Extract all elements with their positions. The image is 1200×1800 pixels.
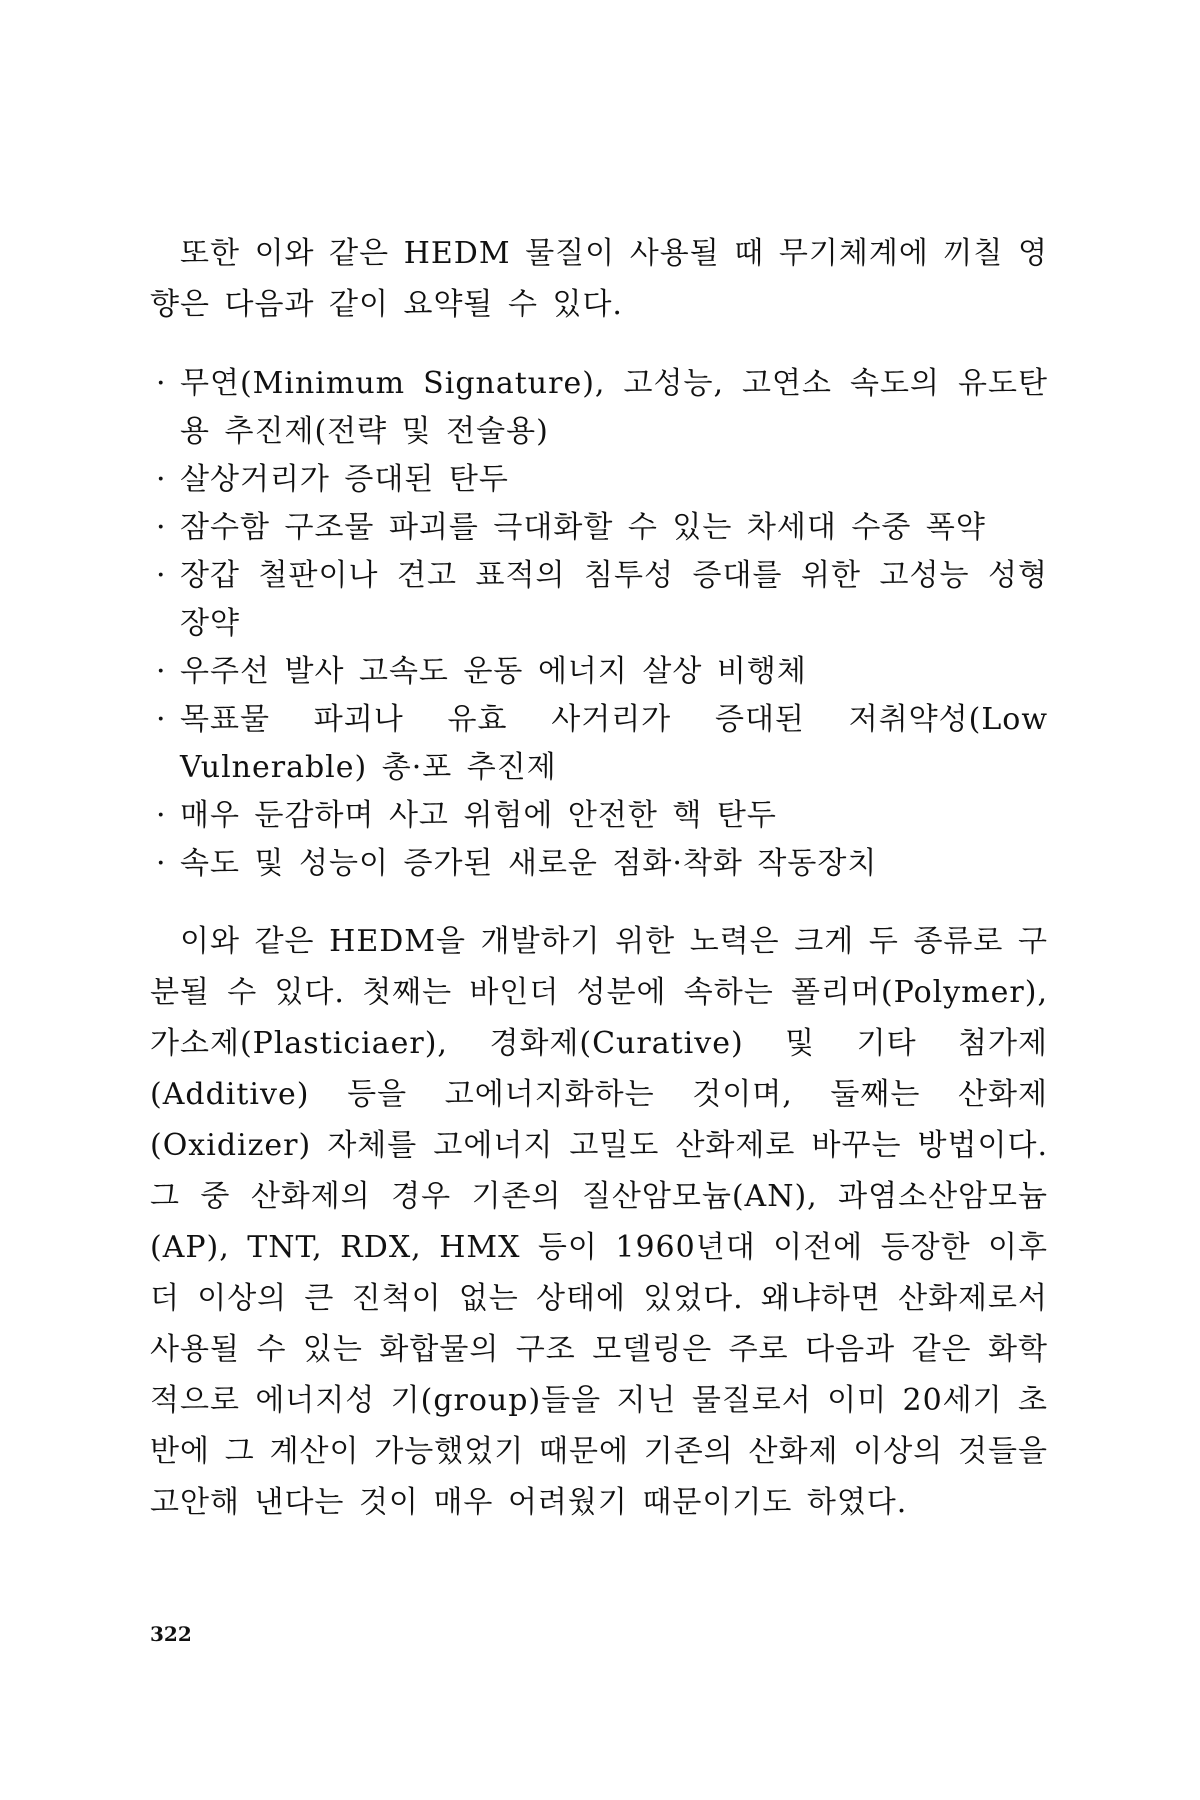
- bullet-text: 장갑 철판이나 견고 표적의 침투성 증대를 위한 고성능 성형 장약: [180, 558, 1048, 641]
- page-content: [150, 228, 1048, 1528]
- bullet-text: 무연(Minimum Signature), 고성능, 고연소 속도의 유도탄용 추진제(전략 및 전술용): [180, 366, 1048, 449]
- intro-paragraph: 또한 이와 같은 HEDM 물질이 사용될 때 무기체계에 끼칠 영향은 다음과 같이 요약될 수 있다.: [150, 236, 1048, 322]
- bullet-marker: ·: [156, 462, 167, 497]
- bullet-item: [150, 360, 1048, 456]
- bullet-item: [150, 696, 1048, 792]
- bullet-marker: ·: [156, 702, 167, 737]
- bullet-text: 속도 및 성능이 증가된 새로운 점화·착화 작동장치: [180, 846, 878, 881]
- bullet-marker: ·: [156, 654, 167, 689]
- bullet-marker: ·: [156, 558, 167, 593]
- bullet-text: 매우 둔감하며 사고 위험에 안전한 핵 탄두: [180, 798, 777, 833]
- bullet-marker: ·: [156, 846, 167, 881]
- bullet-text: 우주선 발사 고속도 운동 에너지 살상 비행체: [180, 654, 807, 689]
- bullet-item: [150, 504, 1048, 552]
- bullet-marker: ·: [156, 798, 167, 833]
- body-paragraph: 이와 같은 HEDM을 개발하기 위한 노력은 크게 두 종류로 구분될 수 있다. 첫째는 바인더 성분에 속하는 폴리머(Polymer), 가소제(Plasticiaer), 경화제(Curative) 및 기타 첨가제(Additive) 등을 고에너지화하는 것이며, 둘째는 산화제(Oxidizer) 자체를 고에너지 고밀도 산화제로 바꾸는 방법이다. 그 중 산화제의 경우 기존의 질산암모늄(AN), 과염소산암모늄(AP), TNT, RDX, HMX 등이 1960년대 이전에 등장한 이후 더 이상의 큰 진척이 없는 상태에 있었다. 왜냐하면 산화제로서 사용될 수 있는 화합물의 구조 모델링은 주로 다음과 같은 화학적으로 에너지성 기(group)들을 지닌 물질로서 이미 20세기 초반에 그 계산이 가능했었기 때문에 기존의 산화제 이상의 것들을 고안해 낸다는 것이 매우 어려웠기 때문이기도 하였다.: [150, 924, 1048, 1520]
- bullet-marker: ·: [156, 366, 167, 401]
- bullet-item: [150, 456, 1048, 504]
- bullet-item: [150, 552, 1048, 648]
- bullet-text: 잠수함 구조물 파괴를 극대화할 수 있는 차세대 수중 폭약: [180, 510, 986, 545]
- page-number: 322: [150, 1622, 192, 1646]
- bullet-item: [150, 792, 1048, 840]
- bullet-text: 목표물 파괴나 유효 사거리가 증대된 저취약성(Low Vulnerable) 총·포 추진제: [180, 702, 1048, 785]
- bullet-list: [150, 360, 1048, 888]
- bullet-item: [150, 648, 1048, 696]
- bullet-marker: ·: [156, 510, 167, 545]
- bullet-item: [150, 840, 1048, 888]
- bullet-text: 살상거리가 증대된 탄두: [180, 462, 509, 497]
